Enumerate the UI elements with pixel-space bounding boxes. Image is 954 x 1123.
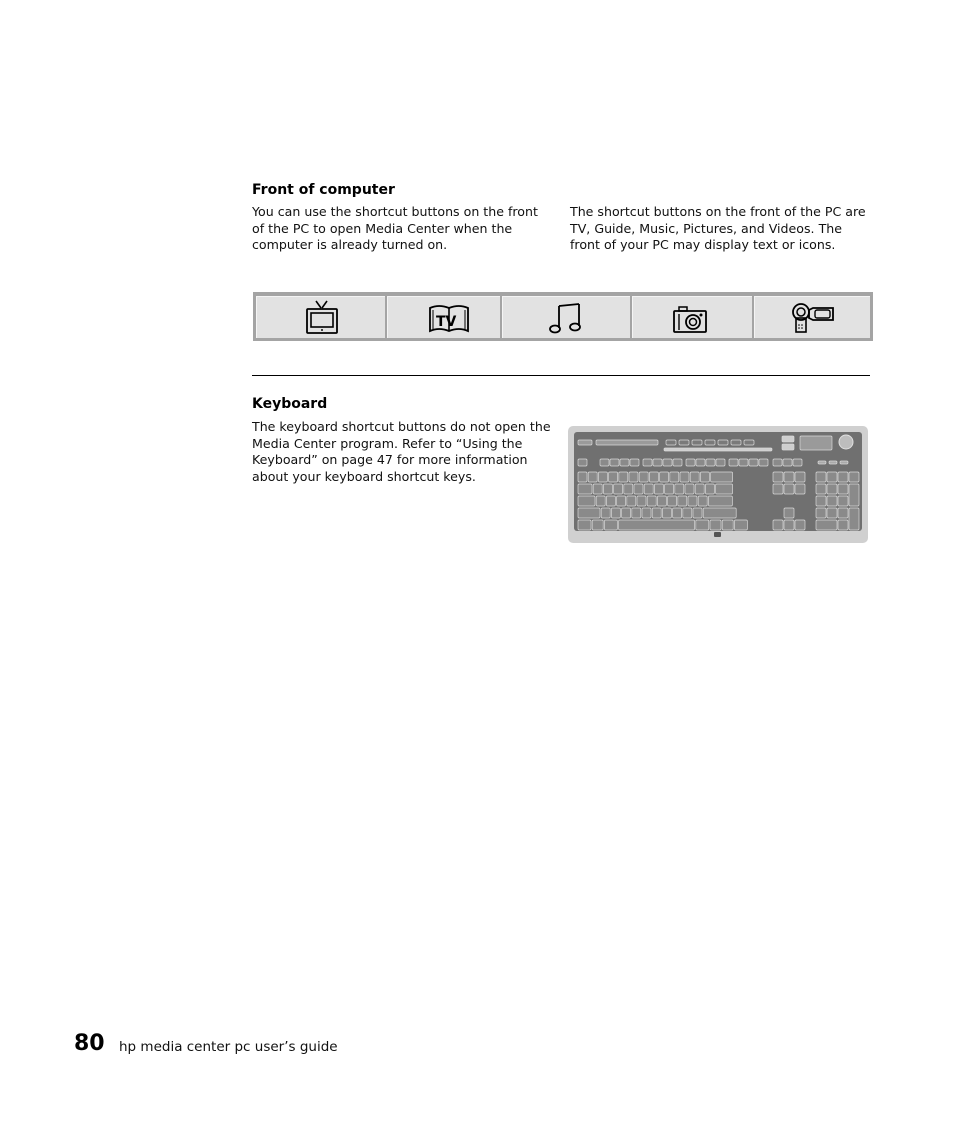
keyboard-key [827, 496, 837, 506]
keyboard-key [600, 459, 609, 466]
keyboard-key [632, 508, 641, 518]
keyboard-key [601, 508, 610, 518]
keyboard-key [692, 440, 702, 445]
keyboard-key [630, 459, 639, 466]
keyboard-key [578, 496, 595, 506]
keyboard-key [693, 508, 702, 518]
keyboard-key [773, 459, 782, 466]
keyboard-key [639, 472, 648, 482]
shortcut-buttons-strip [253, 292, 873, 341]
keyboard-key [705, 440, 715, 445]
keyboard-key [578, 440, 592, 445]
keyboard-key [795, 484, 805, 494]
volume-knob [839, 435, 853, 449]
keyboard-key [703, 508, 736, 518]
keyboard-key [611, 508, 620, 518]
keyboard-key [657, 496, 666, 506]
keyboard-key [695, 484, 704, 494]
videos-shortcut-button[interactable] [754, 296, 870, 338]
keyboard-key [653, 459, 662, 466]
keyboard-key [783, 459, 792, 466]
keyboard-key [663, 459, 672, 466]
keyboard-key [759, 459, 768, 466]
keyboard-key [708, 496, 732, 506]
keyboard-key [734, 520, 747, 530]
keyboard-key [578, 472, 587, 482]
keyboard-key [614, 484, 623, 494]
keyboard-key [838, 508, 848, 518]
keyboard-key [610, 459, 619, 466]
keyboard-key [690, 472, 699, 482]
camera-icon [671, 302, 709, 336]
keyboard-key [784, 472, 794, 482]
keyboard-key [849, 472, 859, 482]
keyboard-key [617, 496, 626, 506]
keyboard-key [649, 472, 658, 482]
keyboard-key [624, 484, 633, 494]
music-shortcut-button[interactable] [502, 296, 630, 338]
section-divider [252, 375, 870, 376]
keyboard-key [592, 520, 603, 530]
keyboard-key [706, 459, 715, 466]
keyboard-key [578, 484, 592, 494]
keyboard-key [838, 496, 848, 506]
keyboard-key [643, 459, 652, 466]
keyboard-key [729, 459, 738, 466]
keyboard-key [680, 472, 689, 482]
keyboard-key [685, 484, 694, 494]
keyboard-key [705, 484, 714, 494]
keyboard-key [816, 496, 826, 506]
keyboard-key [666, 440, 676, 445]
keyboard-key [784, 508, 794, 518]
keyboard-key [731, 440, 741, 445]
keyboard-key [773, 484, 783, 494]
keyboard-key [722, 520, 733, 530]
keyboard-keys [574, 432, 862, 538]
music-note-icon [547, 300, 587, 336]
keyboard-key [578, 508, 600, 518]
tv-shortcut-button[interactable] [256, 296, 385, 338]
keyboard-key [716, 459, 725, 466]
keyboard-key [773, 520, 783, 530]
keyboard-key [620, 459, 629, 466]
keyboard-key [827, 484, 837, 494]
guide-book-icon [427, 302, 471, 336]
keyboard-key [696, 459, 705, 466]
keyboard-key [696, 520, 709, 530]
tv-icon [302, 299, 342, 337]
keyboard-key [749, 459, 758, 466]
keyboard-key [793, 459, 802, 466]
keyboard-key [840, 461, 848, 464]
keyboard-key [711, 472, 733, 482]
front-paragraph-left: You can use the shortcut buttons on the front of the PC to open Media Center when the computer is already turned on. [252, 204, 538, 253]
keyboard-key [679, 440, 689, 445]
keyboard-key [800, 436, 832, 450]
keyboard-key [609, 472, 618, 482]
keyboard-body [574, 432, 862, 531]
keyboard-key [604, 520, 617, 530]
keyboard-key [622, 508, 631, 518]
keyboard-key [647, 496, 656, 506]
keyboard-key [838, 484, 848, 494]
keyboard-key [634, 484, 643, 494]
keyboard-key [644, 484, 653, 494]
keyboard-key [629, 472, 638, 482]
keyboard-key [744, 440, 754, 445]
keyboard-key [678, 496, 687, 506]
keyboard-key [598, 472, 607, 482]
keyboard-key [773, 472, 783, 482]
keyboard-key [816, 520, 837, 530]
keyboard-key [665, 484, 674, 494]
keyboard-key [588, 472, 597, 482]
keyboard-key [578, 520, 591, 530]
keyboard-key [795, 520, 805, 530]
keyboard-key [627, 496, 636, 506]
keyboard-key [829, 461, 837, 464]
keyboard-key [739, 459, 748, 466]
keyboard-key [782, 444, 794, 450]
footer-title: hp media center pc user’s guide [119, 1039, 338, 1055]
keyboard-key [849, 484, 859, 506]
keyboard-key [606, 496, 615, 506]
keyboard-key [637, 496, 646, 506]
keyboard-key [670, 472, 679, 482]
keyboard-key [619, 520, 695, 530]
keyboard-key [816, 484, 826, 494]
keyboard-key [784, 484, 794, 494]
guide-shortcut-button[interactable] [387, 296, 500, 338]
keyboard-key [716, 484, 733, 494]
front-of-computer-heading: Front of computer [252, 182, 395, 198]
keyboard-paragraph: The keyboard shortcut buttons do not open the Media Center program. Refer to “Using the Keyboard” on page 47 for more information about your keyboard shortcut keys. [252, 419, 551, 484]
keyboard-key [603, 484, 612, 494]
keyboard-key [652, 508, 661, 518]
pictures-shortcut-button[interactable] [632, 296, 752, 338]
page-number: 80 [74, 1031, 105, 1056]
svg-text:TV: TV [436, 314, 457, 330]
keyboard-key [662, 508, 671, 518]
keyboard-key [664, 448, 772, 451]
keyboard-illustration [568, 426, 868, 543]
hp-logo [714, 532, 721, 537]
keyboard-key [593, 484, 602, 494]
keyboard-key [578, 459, 587, 466]
keyboard-key [827, 472, 837, 482]
keyboard-key [619, 472, 628, 482]
keyboard-key [782, 436, 794, 442]
keyboard-key [718, 440, 728, 445]
keyboard-key [686, 459, 695, 466]
keyboard-key [784, 520, 794, 530]
keyboard-key [838, 520, 848, 530]
keyboard-key [818, 461, 826, 464]
keyboard-key [660, 472, 669, 482]
keyboard-key [795, 472, 805, 482]
keyboard-key [596, 496, 605, 506]
keyboard-key [596, 440, 658, 445]
keyboard-key [816, 508, 826, 518]
keyboard-key [673, 459, 682, 466]
keyboard-key [675, 484, 684, 494]
keyboard-key [642, 508, 651, 518]
video-camera-icon [791, 300, 837, 336]
keyboard-key [816, 472, 826, 482]
keyboard-key [673, 508, 682, 518]
keyboard-key [710, 520, 721, 530]
keyboard-key [700, 472, 709, 482]
keyboard-key [683, 508, 692, 518]
keyboard-key [838, 472, 848, 482]
keyboard-key [688, 496, 697, 506]
keyboard-key [698, 496, 707, 506]
keyboard-key [668, 496, 677, 506]
front-paragraph-right: The shortcut buttons on the front of the PC are TV, Guide, Music, Pictures, and Videos. The front of your PC may display text or icons. [570, 204, 866, 253]
keyboard-heading: Keyboard [252, 396, 328, 412]
keyboard-key [654, 484, 663, 494]
keyboard-key [849, 508, 859, 530]
keyboard-key [827, 508, 837, 518]
